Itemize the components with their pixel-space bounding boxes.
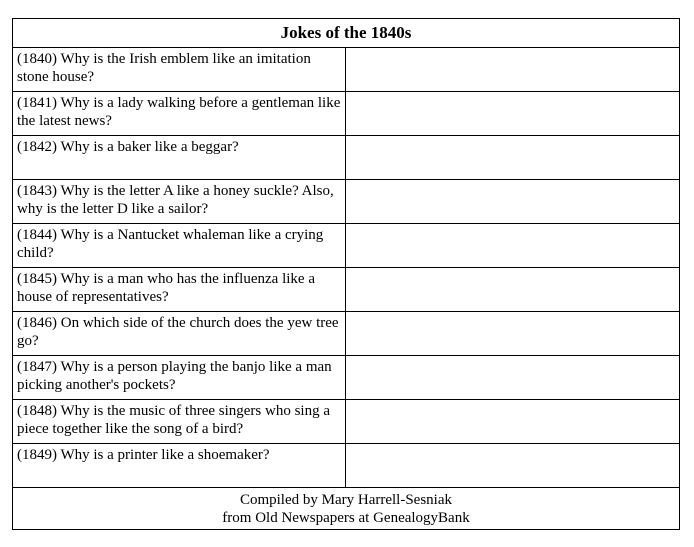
table-row [13,136,680,180]
table-row [13,92,680,136]
table-row [13,356,680,400]
jokes-table [12,18,680,530]
answer-cell [346,268,680,312]
question-cell: (1846) On which side of the church does the yew tree go? [13,312,346,356]
question-cell: (1845) Why is a man who has the influenza like a house of representatives? [13,268,346,312]
question-cell: (1844) Why is a Nantucket whaleman like a crying child? [13,224,346,268]
answer-cell [346,48,680,92]
question-cell: (1843) Why is the letter A like a honey suckle? Also, why is the letter D like a sailor? [13,180,346,224]
credit-line-compiler: Compiled by Mary Harrell-Sesniak [239,491,453,508]
answer-cell [346,312,680,356]
answer-cell [346,224,680,268]
table-row [13,180,680,224]
answer-cell [346,444,680,488]
answer-cell [346,92,680,136]
credit-cell [13,488,680,530]
answer-cell [346,356,680,400]
answer-cell [346,136,680,180]
question-cell: (1842) Why is a baker like a beggar? [13,136,346,180]
table-title: Jokes of the 1840s [13,19,680,48]
table-row [13,444,680,488]
table-row [13,48,680,92]
table-row [13,400,680,444]
table-row [13,224,680,268]
question-cell: (1848) Why is the music of three singers who sing a piece together like the song of a bird? [13,400,346,444]
table-row [13,268,680,312]
credit-line-source: from Old Newspapers at GenealogyBank [222,509,470,526]
question-cell: (1841) Why is a lady walking before a gentleman like the latest news? [13,92,346,136]
question-cell: (1847) Why is a person playing the banjo like a man picking another's pockets? [13,356,346,400]
question-cell: (1840) Why is the Irish emblem like an imitation stone house? [13,48,346,92]
answer-cell [346,400,680,444]
title-row [13,19,680,48]
footer-row [13,488,680,530]
question-cell: (1849) Why is a printer like a shoemaker? [13,444,346,488]
table-row [13,312,680,356]
answer-cell [346,180,680,224]
